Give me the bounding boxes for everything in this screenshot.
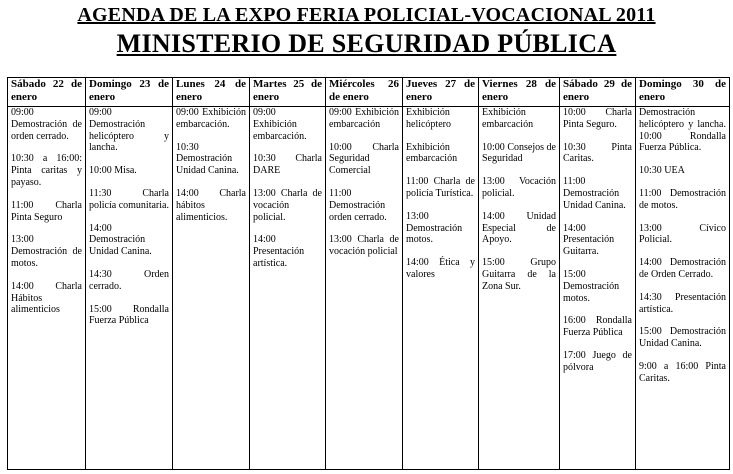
event-item: 13:00 Cívico Policial. bbox=[639, 222, 726, 246]
event-item: Exhibición embarcación bbox=[482, 107, 534, 130]
event-item: 17:00 Juego de pólvora bbox=[563, 349, 632, 373]
event-item: 13:00 Charla de vocación policial. bbox=[253, 187, 322, 223]
event-item: 11:00 Charla de policía Turística. bbox=[406, 176, 475, 199]
event-item: 10:30 a 16:00: Pinta caritas y payaso. bbox=[11, 153, 82, 188]
day-header: Sábado 22 de enero bbox=[8, 78, 86, 107]
day-events-cell bbox=[250, 107, 326, 470]
event-item: 15:00 Demostración motos. bbox=[563, 268, 620, 304]
event-item: 10:30 Charla DARE bbox=[253, 153, 322, 177]
event-item: 10:30 Demostración Unidad Canina. bbox=[176, 141, 239, 177]
event-item: 14:00 Unidad Especial de Apoyo. bbox=[482, 210, 556, 246]
event-item: 14:00 Demostración de Orden Cerrado. bbox=[639, 257, 726, 280]
day-header: Domingo 30 de enero bbox=[636, 78, 730, 107]
event-item: 10:30 UEA bbox=[639, 165, 685, 177]
agenda-table bbox=[7, 77, 730, 470]
event-item: 15:00 Demostración Unidad Canina. bbox=[639, 326, 726, 350]
event-item: 13:00 Vocación policial. bbox=[482, 176, 556, 199]
event-item: 14:00 Charla hábitos alimenticios. bbox=[176, 187, 246, 223]
event-item: 09:00 Exhibición embarcación. bbox=[253, 107, 307, 142]
day-events-cell bbox=[86, 107, 173, 470]
event-item: 14:00 Ética y valores bbox=[406, 257, 475, 280]
event-item: 14:00 Charla Hábitos alimenticios bbox=[11, 280, 82, 316]
day-header: Viernes 28 de enero bbox=[479, 78, 560, 107]
event-item: 11:00 Demostración de motos. bbox=[639, 187, 726, 211]
event-item: 14:30 Orden cerrado. bbox=[89, 268, 169, 292]
day-header-row bbox=[8, 78, 730, 107]
day-events-cell bbox=[173, 107, 250, 470]
day-events-cell bbox=[560, 107, 636, 470]
event-item: 15:00 Grupo Guitarra de la Zona Sur. bbox=[482, 257, 556, 292]
event-item: 11:00 Demostración Unidad Canina. bbox=[563, 176, 626, 211]
day-header: Domingo 23 de enero bbox=[86, 78, 173, 107]
day-header: Martes 25 de enero bbox=[250, 78, 326, 107]
events-row bbox=[8, 107, 730, 470]
event-item: Exhibición embarcación bbox=[406, 141, 458, 165]
event-item: 10:00 Misa. bbox=[89, 165, 137, 177]
event-item: 14:30 Presentación artística. bbox=[639, 291, 726, 315]
event-item: 10:00 Charla Seguridad Comercial bbox=[329, 141, 399, 177]
day-events-cell bbox=[8, 107, 86, 470]
event-item: Demostración helicóptero y lancha. 10:00 Rondalla Fuerza Pública. bbox=[639, 107, 726, 154]
event-item: 09:00 Exhibición embarcación. bbox=[176, 107, 246, 130]
event-item: 14:00 Demostración Unidad Canina. bbox=[89, 222, 152, 258]
event-item: 13:00 Charla de vocación policial bbox=[329, 234, 399, 258]
day-events-cell bbox=[326, 107, 403, 470]
day-header: Sábado 29 de enero bbox=[560, 78, 636, 107]
event-item: 09:00 Exhibición embarcación bbox=[329, 107, 399, 130]
event-item: Exhibición helicóptero bbox=[406, 107, 451, 130]
event-item: 11:30 Charla policía comunitaria. bbox=[89, 187, 169, 211]
event-item: 11:00 Charla Pinta Seguro bbox=[11, 199, 82, 223]
event-item: 09:00 Demostración de orden cerrado. bbox=[11, 107, 82, 142]
event-item: 10:00 Consejos de Seguridad bbox=[482, 141, 556, 165]
day-events-cell bbox=[403, 107, 479, 470]
event-item: 14:00 Presentación Guitarra. bbox=[563, 222, 615, 258]
document-subtitle: MINISTERIO DE SEGURIDAD PÚBLICA bbox=[116, 29, 617, 58]
day-events-cell bbox=[479, 107, 560, 470]
document-title: AGENDA DE LA EXPO FERIA POLICIAL-VOCACIONAL 2011 bbox=[77, 4, 656, 26]
event-item: 15:00 Rondalla Fuerza Pública bbox=[89, 303, 169, 327]
event-item: 10:00 Charla Pinta Seguro. bbox=[563, 107, 632, 130]
event-item: 14:00 Presentación artística. bbox=[253, 234, 305, 269]
event-item: 11:00 Demostración orden cerrado. bbox=[329, 187, 387, 223]
day-events-cell bbox=[636, 107, 730, 470]
event-item: 16:00 Rondalla Fuerza Pública bbox=[563, 315, 632, 339]
event-item: 09:00 Demostración helicóptero y lancha. bbox=[89, 107, 169, 154]
event-item: 10:30 Pinta Caritas. bbox=[563, 141, 632, 165]
day-header: Jueves 27 de enero bbox=[403, 78, 479, 107]
event-item: 13:00 Demostración de motos. bbox=[11, 234, 82, 269]
day-header: Lunes 24 de enero bbox=[173, 78, 250, 107]
day-header: Miércoles 26 de enero bbox=[326, 78, 403, 107]
event-item: 13:00 Demostración motos. bbox=[406, 210, 463, 246]
event-item: 9:00 a 16:00 Pinta Caritas. bbox=[639, 360, 726, 384]
